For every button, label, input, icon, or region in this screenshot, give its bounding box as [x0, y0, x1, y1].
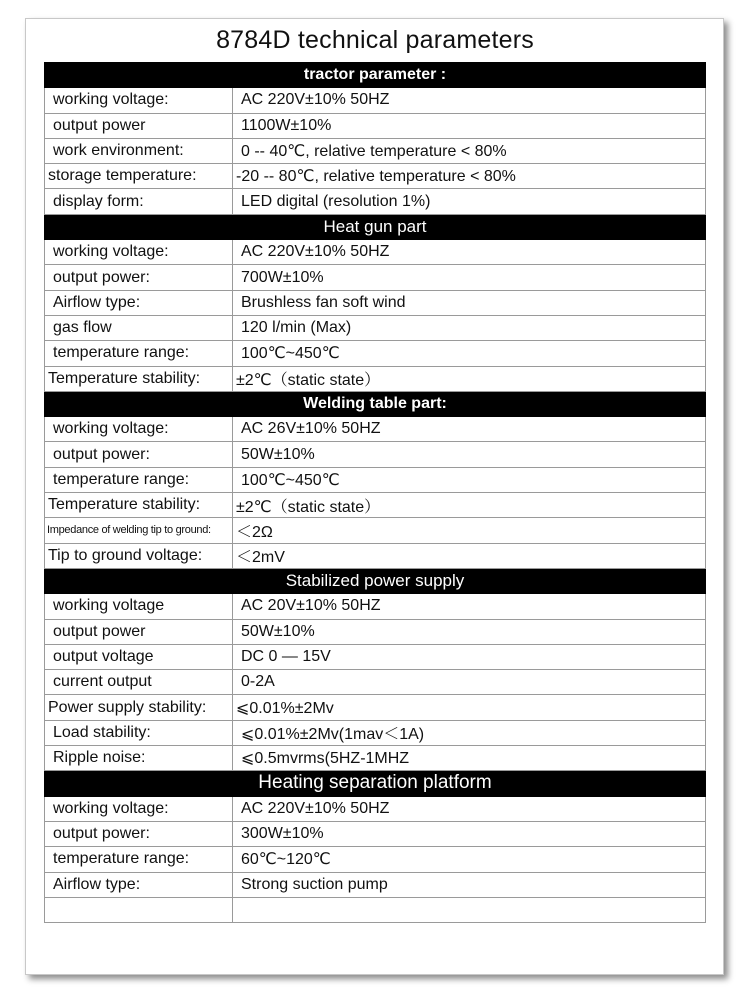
- param-value: 60℃~120℃: [233, 847, 706, 872]
- table-row: [45, 189, 706, 214]
- param-value: AC 220V±10% 50HZ: [233, 240, 706, 265]
- table-row: [45, 644, 706, 669]
- param-value: [233, 897, 706, 922]
- param-label: Temperature stability:: [45, 366, 233, 391]
- table-row: [45, 467, 706, 492]
- section-title: Heating separation platform: [45, 771, 706, 796]
- param-label: Airflow type:: [45, 290, 233, 315]
- param-label: work environment:: [45, 138, 233, 163]
- param-value: 50W±10%: [233, 619, 706, 644]
- param-label: output voltage: [45, 644, 233, 669]
- param-value: AC 26V±10% 50HZ: [233, 417, 706, 442]
- param-label: working voltage:: [45, 240, 233, 265]
- param-label: output power:: [45, 265, 233, 290]
- table-row: [45, 366, 706, 391]
- param-label: working voltage: [45, 594, 233, 619]
- table-row: [45, 594, 706, 619]
- table-row: [45, 821, 706, 846]
- section-header-tractor: [45, 63, 706, 88]
- spec-table: [44, 62, 706, 923]
- section-title: Welding table part:: [45, 391, 706, 416]
- param-label: temperature range:: [45, 341, 233, 366]
- table-row: [45, 341, 706, 366]
- table-row: [45, 847, 706, 872]
- table-row: [45, 670, 706, 695]
- param-value: ⩽0.01%±2Mv: [233, 695, 706, 720]
- param-value: 300W±10%: [233, 821, 706, 846]
- section-header-power-supply: [45, 568, 706, 593]
- table-row: [45, 265, 706, 290]
- param-label: [45, 897, 233, 922]
- section-header-heating-platform: [45, 771, 706, 796]
- table-row: [45, 720, 706, 745]
- table-row: [45, 442, 706, 467]
- table-row: [45, 113, 706, 138]
- param-value: ⩽0.01%±2Mv(1mav＜1A): [233, 720, 706, 745]
- table-row: [45, 493, 706, 518]
- table-row: [45, 315, 706, 340]
- param-value: DC 0 — 15V: [233, 644, 706, 669]
- param-value: LED digital (resolution 1%): [233, 189, 706, 214]
- param-value: AC 220V±10% 50HZ: [233, 796, 706, 821]
- param-label: output power:: [45, 821, 233, 846]
- param-label: Impedance of welding tip to ground:: [45, 518, 233, 543]
- param-value: ＜2Ω: [233, 518, 706, 543]
- page-title: 8784D technical parameters: [216, 26, 534, 54]
- table-row: [45, 796, 706, 821]
- param-value: ⩽0.5mvrms(5HZ-1MHZ: [233, 746, 706, 771]
- param-label: temperature range:: [45, 847, 233, 872]
- param-value: -20 -- 80℃, relative temperature < 80%: [233, 164, 706, 189]
- param-value: Strong suction pump: [233, 872, 706, 897]
- param-label: display form:: [45, 189, 233, 214]
- table-row: [45, 872, 706, 897]
- param-label: storage temperature:: [45, 164, 233, 189]
- table-row: [45, 746, 706, 771]
- param-value: ±2℃（static state）: [233, 366, 706, 391]
- table-row: [45, 290, 706, 315]
- param-label: Airflow type:: [45, 872, 233, 897]
- section-header-welding-table: [45, 391, 706, 416]
- table-row: [45, 138, 706, 163]
- param-value: 1100W±10%: [233, 113, 706, 138]
- param-value: 120 l/min (Max): [233, 315, 706, 340]
- param-value: 50W±10%: [233, 442, 706, 467]
- table-row: [45, 164, 706, 189]
- table-row: [45, 695, 706, 720]
- table-row: [45, 88, 706, 113]
- param-value: 100℃~450℃: [233, 341, 706, 366]
- table-row: [45, 543, 706, 568]
- table-row: [45, 518, 706, 543]
- table-row-empty: [45, 897, 706, 922]
- param-value: AC 220V±10% 50HZ: [233, 88, 706, 113]
- param-label: working voltage:: [45, 796, 233, 821]
- param-label: gas flow: [45, 315, 233, 340]
- param-label: output power: [45, 619, 233, 644]
- table-row: [45, 240, 706, 265]
- section-title: Stabilized power supply: [45, 568, 706, 593]
- param-value: ±2℃（static state）: [233, 493, 706, 518]
- param-label: working voltage:: [45, 88, 233, 113]
- param-value: 0-2A: [233, 670, 706, 695]
- section-title: Heat gun part: [45, 214, 706, 239]
- section-title: tractor parameter :: [45, 63, 706, 88]
- param-label: working voltage:: [45, 417, 233, 442]
- table-row: [45, 619, 706, 644]
- param-value: ＜2mV: [233, 543, 706, 568]
- param-label: Tip to ground voltage:: [45, 543, 233, 568]
- param-label: Power supply stability:: [45, 695, 233, 720]
- param-label: Ripple noise:: [45, 746, 233, 771]
- param-label: Load stability:: [45, 720, 233, 745]
- table-row: [45, 417, 706, 442]
- param-value: 100℃~450℃: [233, 467, 706, 492]
- param-value: AC 20V±10% 50HZ: [233, 594, 706, 619]
- param-value: Brushless fan soft wind: [233, 290, 706, 315]
- param-value: 700W±10%: [233, 265, 706, 290]
- param-label: current output: [45, 670, 233, 695]
- param-label: temperature range:: [45, 467, 233, 492]
- param-label: output power: [45, 113, 233, 138]
- param-label: Temperature stability:: [45, 493, 233, 518]
- param-label: output power:: [45, 442, 233, 467]
- param-value: 0 -- 40℃, relative temperature < 80%: [233, 138, 706, 163]
- section-header-heat-gun: [45, 214, 706, 239]
